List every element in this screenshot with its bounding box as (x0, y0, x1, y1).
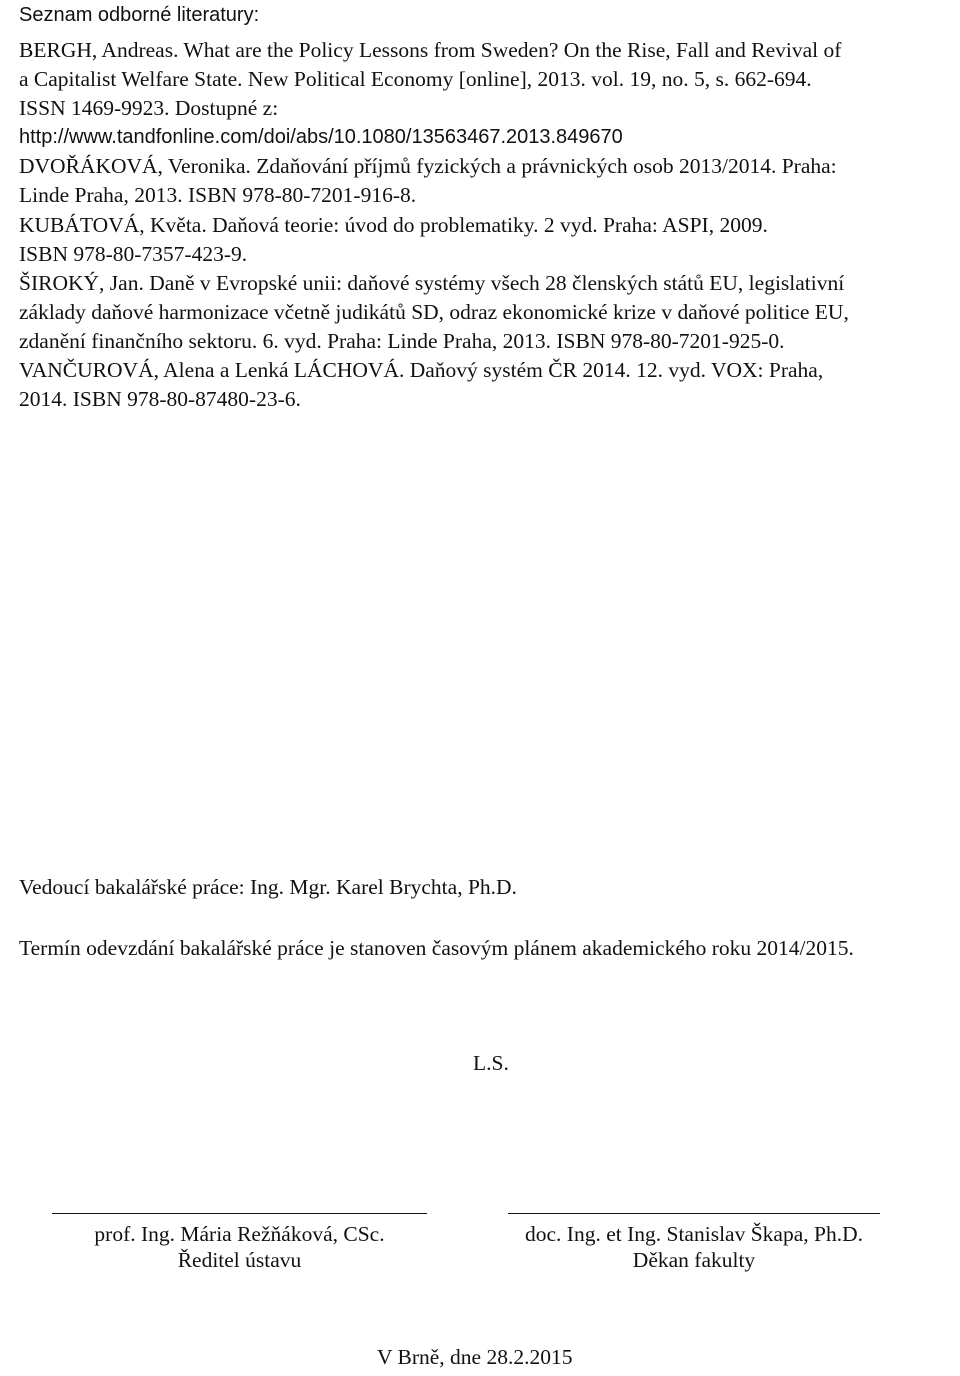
reference-line: ISBN 978-80-7357-423-9. (19, 241, 248, 266)
place-and-date: V Brně, dne 28.2.2015 (377, 1345, 573, 1369)
reference-line: DVOŘÁKOVÁ, Veronika. Zdaňování příjmů fyzických a právnických osob 2013/2014. Praha: (19, 154, 837, 179)
reference-line: ŠIROKÝ, Jan. Daně v Evropské unii: daňové systémy všech 28 členských států EU, legislativní (19, 270, 845, 295)
reference-dvorakova (19, 152, 949, 210)
seal-mark: L.S. (473, 1051, 509, 1075)
reference-line: zdanění finančního sektoru. 6. vyd. Praha: Linde Praha, 2013. ISBN 978-80-7201-925-0. (19, 328, 785, 353)
signatory-role: Ředitel ústavu (177, 1248, 302, 1272)
reference-line: a Capitalist Welfare State. New Political Economy [online], 2013. vol. 19, no. 5, s. 662-694. (19, 67, 812, 92)
reference-url: http://www.tandfonline.com/doi/abs/10.1080/13563467.2013.849670 (19, 126, 623, 149)
reference-line: základy daňové harmonizace včetně judikátů SD, odraz ekonomické krize v daňové politice EU, (19, 299, 849, 324)
reference-line: Linde Praha, 2013. ISBN 978-80-7201-916-8. (19, 183, 417, 208)
signatory-role: Děkan fakulty (632, 1248, 756, 1272)
signatory-name: prof. Ing. Mária Režňáková, CSc. (94, 1222, 385, 1246)
reference-line: KUBÁTOVÁ, Květa. Daňová teorie: úvod do problematiky. 2 vyd. Praha: ASPI, 2009. (19, 212, 768, 237)
supervisor-line: Vedoucí bakalářské práce: Ing. Mgr. Karel Brychta, Ph.D. (19, 875, 517, 899)
signature-line (52, 1213, 427, 1214)
literature-heading: Seznam odborné literatury: (19, 4, 260, 26)
reference-siroky (19, 269, 949, 356)
deadline-line: Termín odevzdání bakalářské práce je stanoven časovým plánem akademického roku 2014/2015. (19, 936, 854, 960)
reference-line: ISSN 1469-9923. Dostupné z: (19, 96, 279, 121)
reference-line: 2014. ISBN 978-80-87480-23-6. (19, 387, 301, 412)
reference-bergh (19, 36, 949, 152)
signature-block-dean (508, 1213, 880, 1273)
signatory-name: doc. Ing. et Ing. Stanislav Škapa, Ph.D. (525, 1222, 863, 1246)
signature-line (508, 1213, 880, 1214)
signature-block-director (52, 1213, 427, 1273)
reference-kubatova (19, 211, 949, 269)
reference-line: VANČUROVÁ, Alena a Lenká LÁCHOVÁ. Daňový systém ČR 2014. 12. vyd. VOX: Praha, (19, 358, 824, 383)
reference-list (19, 36, 949, 414)
reference-vancurova (19, 356, 949, 414)
reference-line: BERGH, Andreas. What are the Policy Lessons from Sweden? On the Rise, Fall and Revival of (19, 38, 842, 62)
